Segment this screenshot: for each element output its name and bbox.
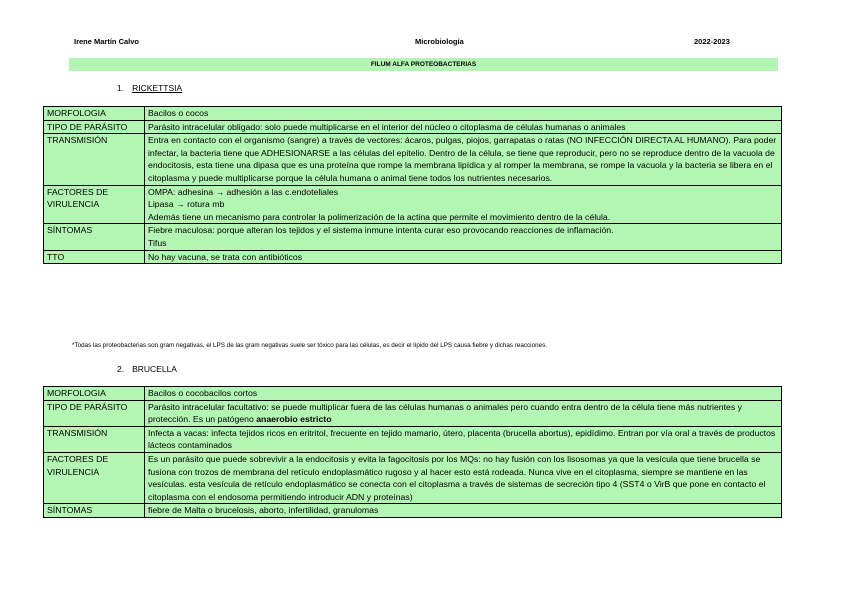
row-value: No hay vacuna, se trata con antibióticos bbox=[145, 250, 782, 264]
table-row bbox=[44, 400, 782, 426]
value-line: OMPA: adhesina → adhesión a las c.endoteliales bbox=[148, 186, 339, 197]
row-key: TRANSMISIÓN bbox=[44, 134, 145, 185]
row-key: TRANSMISIÓN bbox=[44, 426, 145, 452]
section-label: RICKETTSIA bbox=[132, 83, 183, 93]
footnote: *Todas las proteobacterias son gram negativas, el LPS de las gram negativas suele ser tóxico para las células, es decir el lípido del LPS causa fiebre y dichas reacciones. bbox=[72, 342, 547, 349]
row-value: Infecta a vacas: infecta tejidos ricos en eritritol, frecuente en tejido mamario, útero, placenta (brucella abortus), epidídimo. Entran por vía oral a través de productos lácteos contaminados bbox=[145, 426, 782, 452]
section-title-brucella bbox=[117, 364, 177, 374]
row-value bbox=[145, 185, 782, 224]
row-key: MORFOLOGIA bbox=[44, 107, 145, 121]
row-key: FACTORES DE VIRULENCIA bbox=[44, 185, 145, 224]
table-row bbox=[44, 387, 782, 401]
row-key: SÍNTOMAS bbox=[44, 224, 145, 250]
row-value bbox=[145, 224, 782, 250]
row-value bbox=[145, 400, 782, 426]
row-value: Entra en contacto con el organismo (sangre) a través de vectores: ácaros, pulgas, piojos, garrapatas o ratas (NO INFECCIÓN DIRECTA AL HUMANO). Para poder infectar, la bacteria tiene que ADHESIONARSE a las células del epitelio. Dentro de la célula, se tiene que reproducir, pero no se reproduce dentro de la vacuola de endocitosis, esta tiene una dipasa que es una proteína que rompe la membrana lipídica y al romper la membrana, se rompe la vacuola y la bacteria se libera en el citoplasma y puede multiplicarse porque la célula humana o animal tiene todos los nutrientes necesarios. bbox=[145, 134, 782, 185]
row-value: Parásito intracelular obligado: solo puede multiplicarse en el interior del núcleo o citoplasma de células humanas o animales bbox=[145, 120, 782, 134]
value-text: Parásito intracelular facultativo: se puede multiplicar fuera de las células humanas o animales pero cuando entra dentro de la célula tiene más nutrientes y protección. Es un patógeno bbox=[148, 401, 742, 425]
row-value: Bacilos o cocos bbox=[145, 107, 782, 121]
row-key: TTO bbox=[44, 250, 145, 264]
section-title-rickettsia bbox=[117, 83, 182, 93]
table-row bbox=[44, 185, 782, 224]
value-line: Tifus bbox=[148, 237, 167, 248]
table-row bbox=[44, 250, 782, 264]
row-value: Es un parásito que puede sobrevivir a la endocitosis y evita la fagocitosis por los MQs: no hay fusión con los lisosomas ya que la vesícula que tiene brucella se fusiona con trozos de membrana del retículo endoplasmático rugoso y al hacer esto está rodeada. Nunca vive en el citoplasma, siempre se mantiene en las vesículas. esta vesícula de retículo endoplasmático se conecta con el citoplasma a través de sistemas de secreción tipo 4 (SST4 o VirB que pone en contacto el citoplasma con el endosoma permitiendo introducir ADN y proteínas) bbox=[145, 452, 782, 503]
row-value: fiebre de Malta o brucelosis, aborto, infertilidad, granulomas bbox=[145, 504, 782, 518]
topic-banner: FILUM ALFA PROTEOBACTERIAS bbox=[69, 58, 778, 71]
table-row bbox=[44, 452, 782, 503]
table-row bbox=[44, 134, 782, 185]
header-subject: Microbiología bbox=[415, 37, 464, 46]
table-row bbox=[44, 107, 782, 121]
table-row bbox=[44, 224, 782, 250]
header-year: 2022-2023 bbox=[694, 37, 730, 46]
row-value: Bacilos o cocobacilos cortos bbox=[145, 387, 782, 401]
row-key: SÍNTOMAS bbox=[44, 504, 145, 518]
header-author: Irene Martín Calvo bbox=[74, 37, 140, 46]
section-label: BRUCELLA bbox=[132, 364, 177, 374]
row-key: FACTORES DE VIRULENCIA bbox=[44, 452, 145, 503]
page-header bbox=[0, 37, 848, 49]
section-number: 2. bbox=[117, 364, 125, 374]
table-row bbox=[44, 504, 782, 518]
value-line: Además tiene un mecanismo para controlar la polimerización de la actina que permite el movimiento dentro de la célula. bbox=[148, 211, 611, 222]
brucella-table bbox=[43, 386, 782, 518]
value-line: Fiebre maculosa: porque alteran los tejidos y el sistema inmune intenta curar eso provocando reacciones de inflamación. bbox=[148, 225, 614, 236]
value-bold: anaerobio estricto bbox=[256, 414, 332, 425]
row-key: TIPO DE PARÁSITO bbox=[44, 400, 145, 426]
table-row bbox=[44, 426, 782, 452]
value-line: Lipasa → rotura mb bbox=[148, 199, 225, 210]
rickettsia-table bbox=[43, 106, 782, 264]
row-key: TIPO DE PARÁSITO bbox=[44, 120, 145, 134]
table-row bbox=[44, 120, 782, 134]
section-number: 1. bbox=[117, 83, 125, 93]
row-key: MORFOLOGIA bbox=[44, 387, 145, 401]
